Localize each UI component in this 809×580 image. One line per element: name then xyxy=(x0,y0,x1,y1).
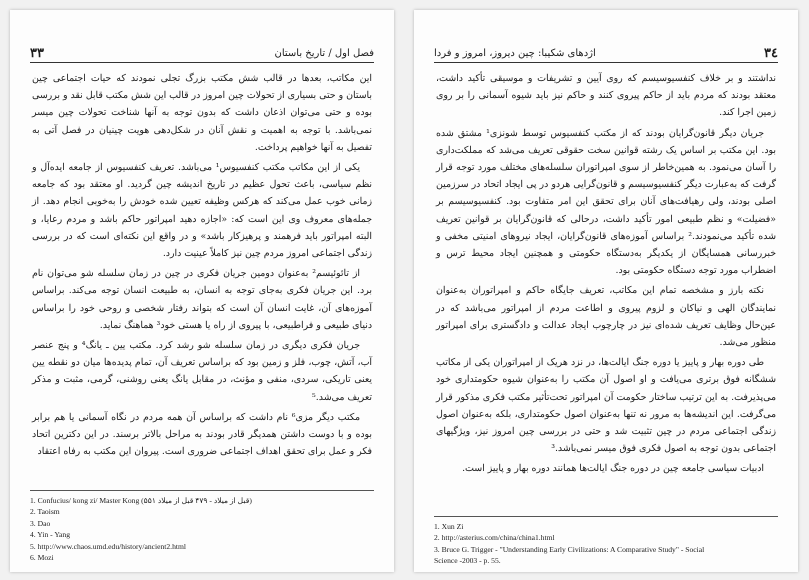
footnote: 3. Bruce G. Trigger - "Understanding Early Civilizations: A Comparative Study" - Social xyxy=(434,544,705,554)
footnote: 6. Mozi xyxy=(30,553,54,563)
footnote: 1. Xun Zi xyxy=(434,522,464,531)
paragraph: طی دوره بهار و پاییز یا دوره جنگ ایالت‌ها، در نزد هریک از امپراتوران یکی از مکاتب ششگانه فوق برتری می‌یافت و او اصول آن مکتب را به‌عنوان شیوه حکومتداری خود می‌پذیرفت. به این ترتیب ساختار حکومت آن امپراتور تحت‌تأثیر مکتب فکری مذکور قرار می‌گرفت. این اندیشه‌ها به مرور نه تنها به‌عنوان اصول حکومتداری، بلکه به‌عنوان اصول زندگی اجتماعی مردم در چین تثبیت شد و حتی در بررسی چین امروز نیز، ویژگیهای اجتماعی بدون توجه به اصول فکری فوق میسر نمی‌باشد.³ xyxy=(436,357,776,455)
body-text xyxy=(32,70,372,463)
footnote: 4. Yin - Yang xyxy=(30,530,71,540)
page-number: ٣٤ xyxy=(764,46,778,61)
footnote-link[interactable]: 2. http://asterius.com/china/china1.html xyxy=(434,533,555,543)
page-header xyxy=(434,42,778,63)
footnotes xyxy=(434,516,778,567)
paragraph: جریان فکری دیگری در زمان سلسله شو رشد کرد. مکتب یین ـ یانگ⁴ و پنج عنصر آب، آتش، چوب، فلز و زمین بود که براساس تعریف آن، تمام پدیده‌ها میان دو نقطه یین یعنی تاریکی، سردی، منفی و مؤنث، در مقابل یانگ یعنی روشنی، گرمی، مثبت و مذکر تعریف می‌شد.⁵ xyxy=(32,340,372,403)
paragraph: جریان دیگر قانون‌گرایان بودند که از مکتب کنفسیوس توسط شونزی¹ مشتق شده بود. این مکتب بر اساس یک رشته قوانین سخت حقوقی تعریف می‌شد که مملکت‌داری را آسان می‌نمود. به همین‌خاطر از سوی امپراتوران سلسله‌های مختلف مورد توجه قرار گرفت که به‌عبارت دیگر کنفسیوسیسم و قانون‌گرایی هردو در پی ایجاد اتحاد در سرزمین اصلی بودند، ولی رهیافت‌های آنان برای تحقق این امر متفاوت بود. کنفسیوسیسم بر «فضیلت» و نظم طبیعی امور تأکید داشت، درحالی که قانون‌گرایان بر قوانین تعریف شده تأکید می‌نمودند.² براساس آموزه‌های قانون‌گرایان، ایجاد نیروهای امنیتی مخفی و خبررسانی همسایگان از یکدیگر به‌دستگاه حکومتی و همچنین ایجاد محیط ترس و اضطراب مورد توجه دستگاه حکومتی بود. xyxy=(436,127,776,277)
footnote: 2. Taoism xyxy=(30,507,60,517)
paragraph: این مکاتب، بعدها در قالب شش مکتب بزرگ تجلی نمودند که حیات اجتماعی چین باستان و حتی بسیاری از تحولات چین امروز در قالب این شش مکتب قابل نقد و بررسی بوده و حتی می‌توان اذعان داشت که بدون توجه به آنها شناخت تحولات چین میسر نمی‌باشد. با توجه به اهمیت و نقش آنان در شکل‌دهی هویت چینیان در فصل آتی به تفصیل به آنها خواهیم پرداخت. xyxy=(32,73,372,153)
footnote: 1. Confucius/ kong zi/ Master Kong (۵۵۱ قبل از میلاد - ۴۷۹ قبل از میلاد) xyxy=(30,496,252,505)
running-title: فصل اول / تاریخ باستان xyxy=(274,48,374,59)
running-title: اژدهای شکیبا: چین دیروز، امروز و فردا xyxy=(434,48,596,59)
page-number: ٣٣ xyxy=(30,46,44,61)
footnote-link[interactable]: 5. http://www.chaos.umd.edu/history/ancient2.html xyxy=(30,541,187,551)
footnotes xyxy=(30,490,374,563)
paragraph: یکی از این مکاتب مکتب کنفسیوس¹ می‌باشد. تعریف کنفسیوس از جامعه ایده‌آل و نظم سیاسی، باعث تحول عظیم در تاریخ اندیشه چین گردید. او معتقد بود که جامعه زمانی خوب عمل می‌کند که هرکس وظیفه تعیین شده خودش را به‌خوبی انجام دهد. از جمله‌های معروف وی این است که: «اجازه دهید امپراتور حاکم باشد و مردم رعایا، و البته امپراتور باید فرهمند و پرهیزکار باشد» و در واقع این نکته‌ای است که در بررسی زندگی اجتماعی امروز مردم چین نیز کاملاً عینیت دارد. xyxy=(32,162,372,260)
paragraph: مکتب دیگر مزی⁶ نام داشت که براساس آن همه مردم در نگاه آسمانی یا هم برابر بوده و با دوست داشتن همدیگر قادر بودند به مراحل بالاتر برسند. در این دکترین اتحاد فکر و عمل برای تحقق اهداف اجتماعی ضروری است. پیروان این مکتب به رفاه اعتقاد xyxy=(32,411,372,458)
paragraph: از تائوئیسم² به‌عنوان دومین جریان فکری در چین در زمان سلسله شو می‌توان نام برد. این جریان فکری به‌جای توجه به انسان، به طبیعت انسان توجه می‌کند. براساس آموزه‌های آن، غایت انسان آن است که بتواند رفتار شخصی و روحی خود را براساس دنیای طبیعی و فراطبیعی، با پیروی از راه یا هستی خود³ هماهنگ نماید. xyxy=(32,268,372,331)
left-page xyxy=(10,10,394,572)
right-page xyxy=(414,10,798,572)
paragraph: نکته بارز و مشخصه تمام این مکاتب، تعریف جایگاه حاکم و امپراتوران به‌عنوان نمایندگان الهی و نیاکان و لزوم پیروی و اطاعت مردم از امپراتور می‌باشد که در عین‌حال وظایف تعریف شده‌ای نیز در چارچوب ایجاد عدالت و دادگستری برای امپراتور منظور می‌شد. xyxy=(436,285,776,349)
footnote: Science -2003 - p. 55. xyxy=(434,556,501,566)
paragraph: نداشتند و بر خلاف کنفسیوسیسم که روی آیین و تشریفات و موسیقی تأکید داشت، معتقد بودند که مردم باید از حاکم پیروی کنند و حاکم نیز باید شیوه آسمانی را بر روی زمین اجرا کند. xyxy=(436,73,776,119)
page-header xyxy=(30,42,374,63)
body-text xyxy=(436,70,776,481)
footnote: 3. Dao xyxy=(30,518,51,528)
paragraph: ادبیات سیاسی جامعه چین در دوره جنگ ایالت‌ها همانند دوره بهار و پاییز است. xyxy=(462,463,764,475)
